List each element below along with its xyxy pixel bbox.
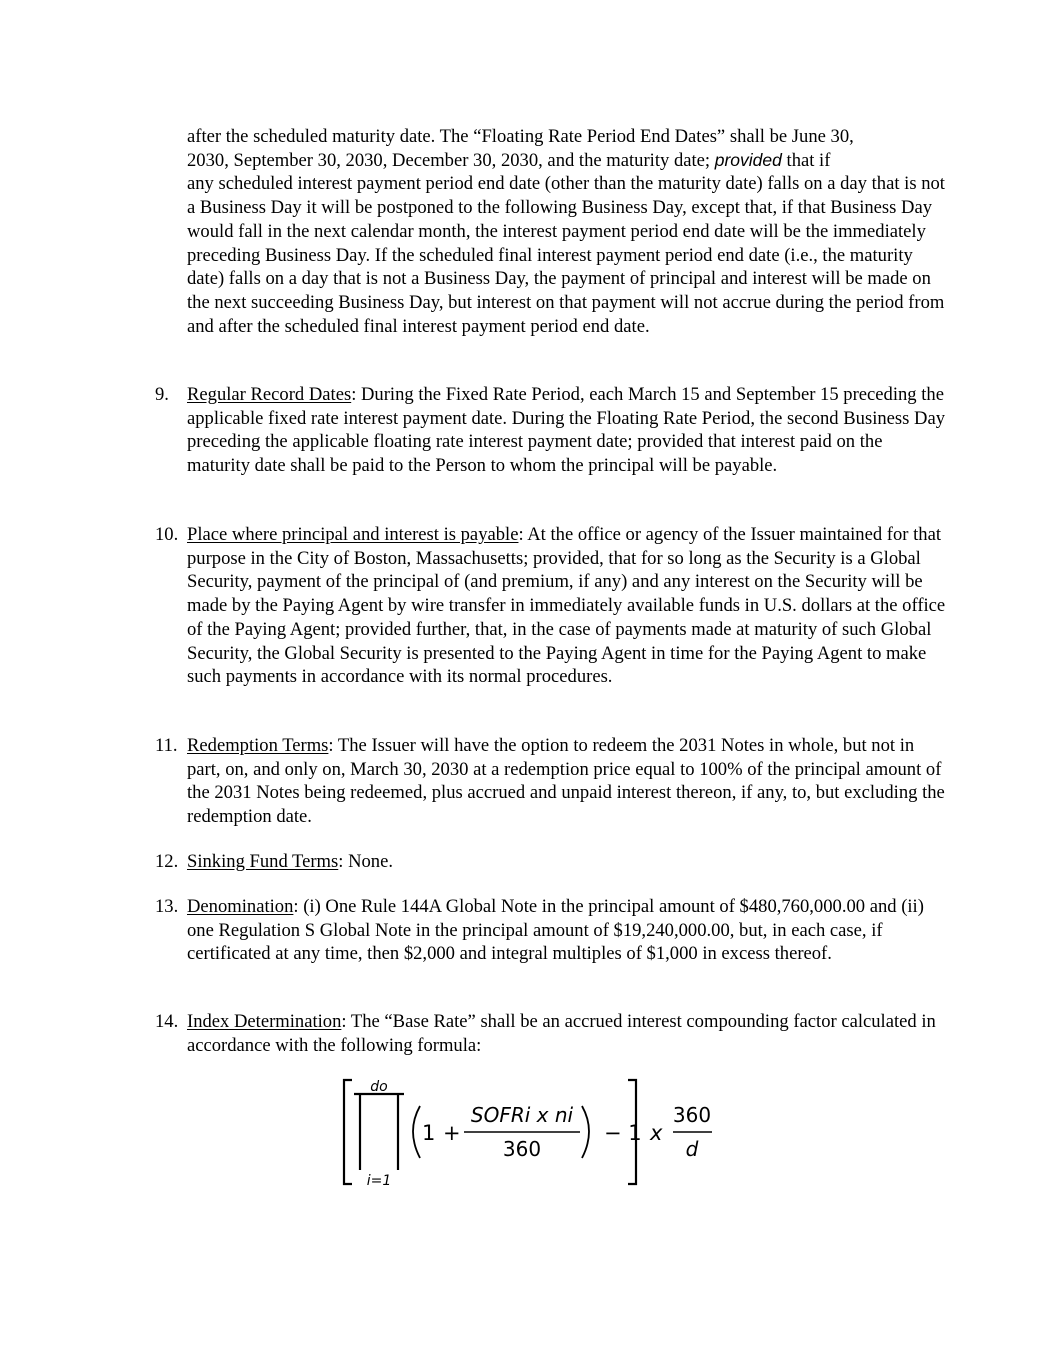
section-13-denomination	[155, 895, 947, 966]
left-paren	[413, 1106, 420, 1158]
times-x: x	[650, 1121, 663, 1145]
section-heading: Place where principal and interest is payable	[187, 524, 519, 545]
section-text: : (i) One Rule 144A Global Note in the principal amount of $480,760,000.00 and (ii) one Regulation S Global Note in the principal amount of $19,240,000.00, but, in each case, if certificated at any time, then $2,000 and integral multiples of $1,000 in excess thereof.	[187, 896, 924, 965]
section-number: 12.	[155, 851, 179, 872]
section-12-sinking-fund-terms	[155, 850, 947, 874]
fraction-numerator: SOFRi x ni	[470, 1103, 574, 1127]
product-upper-limit: do	[370, 1079, 388, 1095]
intro-rest: any scheduled interest payment period end date (other than the maturity date) falls on a day that is not a Business Day it will be postponed to the following Business Day, except that, if that Business Day would fall in the next calendar month, the interest payment period end date will be the immediately preceding Business Day. If the scheduled final interest payment period end date (i.e., the maturity date) falls on a day that is not a Business Day, the payment of principal and interest will be made on the next succeeding Business Day, but interest on that payment will not accrue during the period from and after the scheduled final interest payment period end date.	[187, 173, 945, 337]
section-number: 13.	[155, 896, 179, 917]
section-text: : During the Fixed Rate Period, each March 15 and September 15 preceding the applicable fixed rate interest payment date. During the Floating Rate Period, the second Business Day preceding the applicable floating rate interest payment date; provided that interest paid on the maturity date shall be paid to the Person to whom the principal will be payable.	[187, 384, 946, 477]
section-number: 9.	[155, 384, 169, 405]
minus-one: − 1	[604, 1121, 642, 1145]
provided-emphasis: provided	[714, 149, 782, 170]
continued-paragraph	[187, 125, 947, 338]
fraction-denominator: 360	[502, 1137, 542, 1161]
section-text: : The “Base Rate” shall be an accrued interest compounding factor calculated in accordance with the following formula:	[187, 1011, 936, 1056]
section-text: : At the office or agency of the Issuer maintained for that purpose in the City of Boston, Massachusetts; provided, that for so long as the Security is a Global Security, payment of the principal of (and premium, if any) and any interest on the Security will be made by the Paying Agent by wire transfer in immediately available funds in U.S. dollars at the office of the Paying Agent; provided further, that, in the case of payments made at maturity of such Global Security, the Global Security is presented to the Paying Agent in time for the Paying Agent to make such payments in accordance with its normal procedures.	[187, 524, 946, 688]
product-lower-limit: i=1	[366, 1173, 392, 1189]
right-paren	[582, 1106, 589, 1158]
intro-line-2: 2030, September 30, 2030, December 30, 2030, and the maturity date; provided that if	[187, 149, 831, 171]
section-number: 11.	[155, 735, 178, 756]
section-heading: Index Determination	[187, 1011, 342, 1032]
section-heading: Redemption Terms	[187, 735, 329, 756]
section-14-index-determination	[155, 1010, 947, 1057]
section-9-regular-record-dates	[155, 383, 947, 478]
section-text: : The Issuer will have the option to redeem the 2031 Notes in whole, but not in part, on, and only on, March 30, 2030 at a redemption price equal to 100% of the principal amount of the 2031 Notes being redeemed, plus accrued and unpaid interest thereon, if any, to, but excluding the redemption date.	[187, 735, 945, 828]
section-11-redemption-terms	[155, 734, 947, 829]
section-heading: Regular Record Dates	[187, 384, 352, 405]
section-heading: Sinking Fund Terms	[187, 851, 339, 872]
section-text: : None.	[338, 851, 394, 872]
section-heading: Denomination	[187, 896, 294, 917]
section-10-place-of-payment	[155, 523, 947, 689]
intro-line-1: after the scheduled maturity date. The “Floating Rate Period End Dates” shall be June 30,	[187, 126, 854, 147]
outer-fraction-numerator: 360	[672, 1103, 712, 1127]
left-bracket	[344, 1080, 352, 1184]
product-symbol	[354, 1094, 404, 1170]
plus-sign: +	[443, 1121, 461, 1145]
section-number: 14.	[155, 1011, 179, 1032]
outer-fraction-denominator: d	[685, 1137, 699, 1161]
base-rate-formula	[340, 1072, 740, 1192]
term-one: 1	[422, 1121, 436, 1145]
section-number: 10.	[155, 524, 179, 545]
